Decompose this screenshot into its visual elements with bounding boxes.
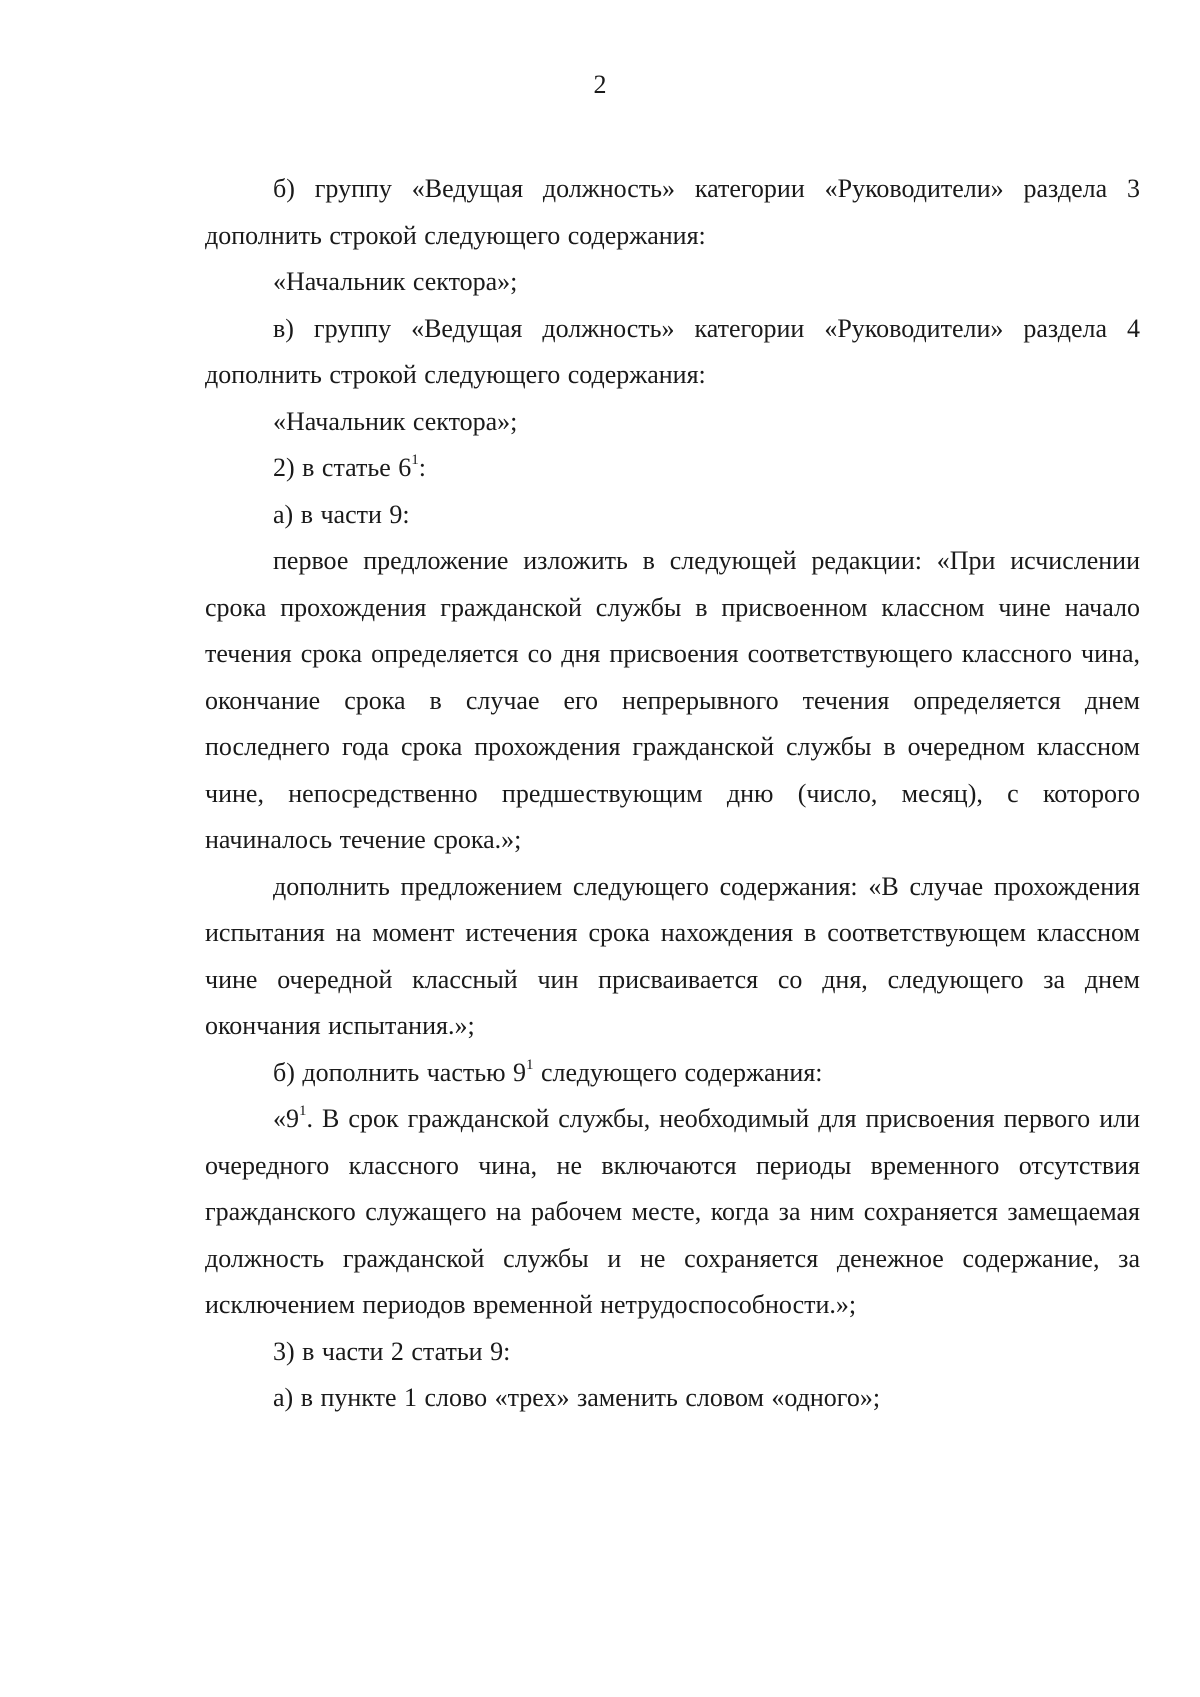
paragraph-first-sentence: первое предложение изложить в следующей редакции: «При исчислении срока прохождения гражданской службы в присвоенном классном чине начало течения срока определяется со дня присвоения соответствующего классного чина, окончание срока в случае его непрерывного течения определяется днем последнего года срока прохождения гражданской службы в очередном классном чине, непосредственно предшествующим дню (число, месяц), с которого начиналось течение срока.»; [205,546,1140,854]
document-body [205,166,1140,1422]
paragraph-head-of-sector-1: «Начальник сектора»; [273,267,518,296]
paragraph-text: «9 [273,1104,299,1133]
paragraph-article-9-part-2: 3) в части 2 статьи 9: [273,1336,511,1366]
paragraph-part-9-1 [205,1050,1140,1097]
paragraph-v-section-4: в) группу «Ведущая должность» категории «Руководители» раздела 4 дополнить строкой следующего содержания: [205,313,1140,389]
paragraph-text: . В срок гражданской службы, необходимый для присвоения первого или очередного классного чина, не включаются периоды временного отсутствия гражданского служащего на рабочем месте, когда за ним сохраняется замещаемая должность гражданской службы и не сохраняется денежное содержание, за исключением периодов временной нетрудоспособности.»; [205,1104,1140,1319]
superscript: 1 [526,1056,534,1073]
paragraph-part-9: а) в части 9: [273,499,410,529]
paragraph-point-1: а) в пункте 1 слово «трех» заменить словом «одного»; [273,1383,881,1412]
paragraph-text: 2) в статье 6 [273,453,412,482]
page-number: 2 [593,70,607,99]
paragraph-text: : [418,453,427,482]
superscript: 1 [299,1103,307,1120]
paragraph-add-sentence: дополнить предложением следующего содержания: «В случае прохождения испытания на момент истечения срока нахождения в соответствующем классном чине очередной классный чин присваивается со дня, следующего за днем окончания испытания.»; [205,871,1140,1040]
paragraph-article-6-1 [205,445,1140,492]
paragraph-b-section-3: б) группу «Ведущая должность» категории «Руководители» раздела 3 дополнить строкой следующего содержания: [205,174,1140,250]
paragraph-text: б) дополнить частью 9 [273,1057,527,1087]
paragraph-9-1-text [205,1096,1140,1329]
paragraph-text: следующего содержания: [533,1057,823,1087]
superscript: 1 [411,452,419,469]
paragraph-head-of-sector-2: «Начальник сектора»; [273,406,518,436]
